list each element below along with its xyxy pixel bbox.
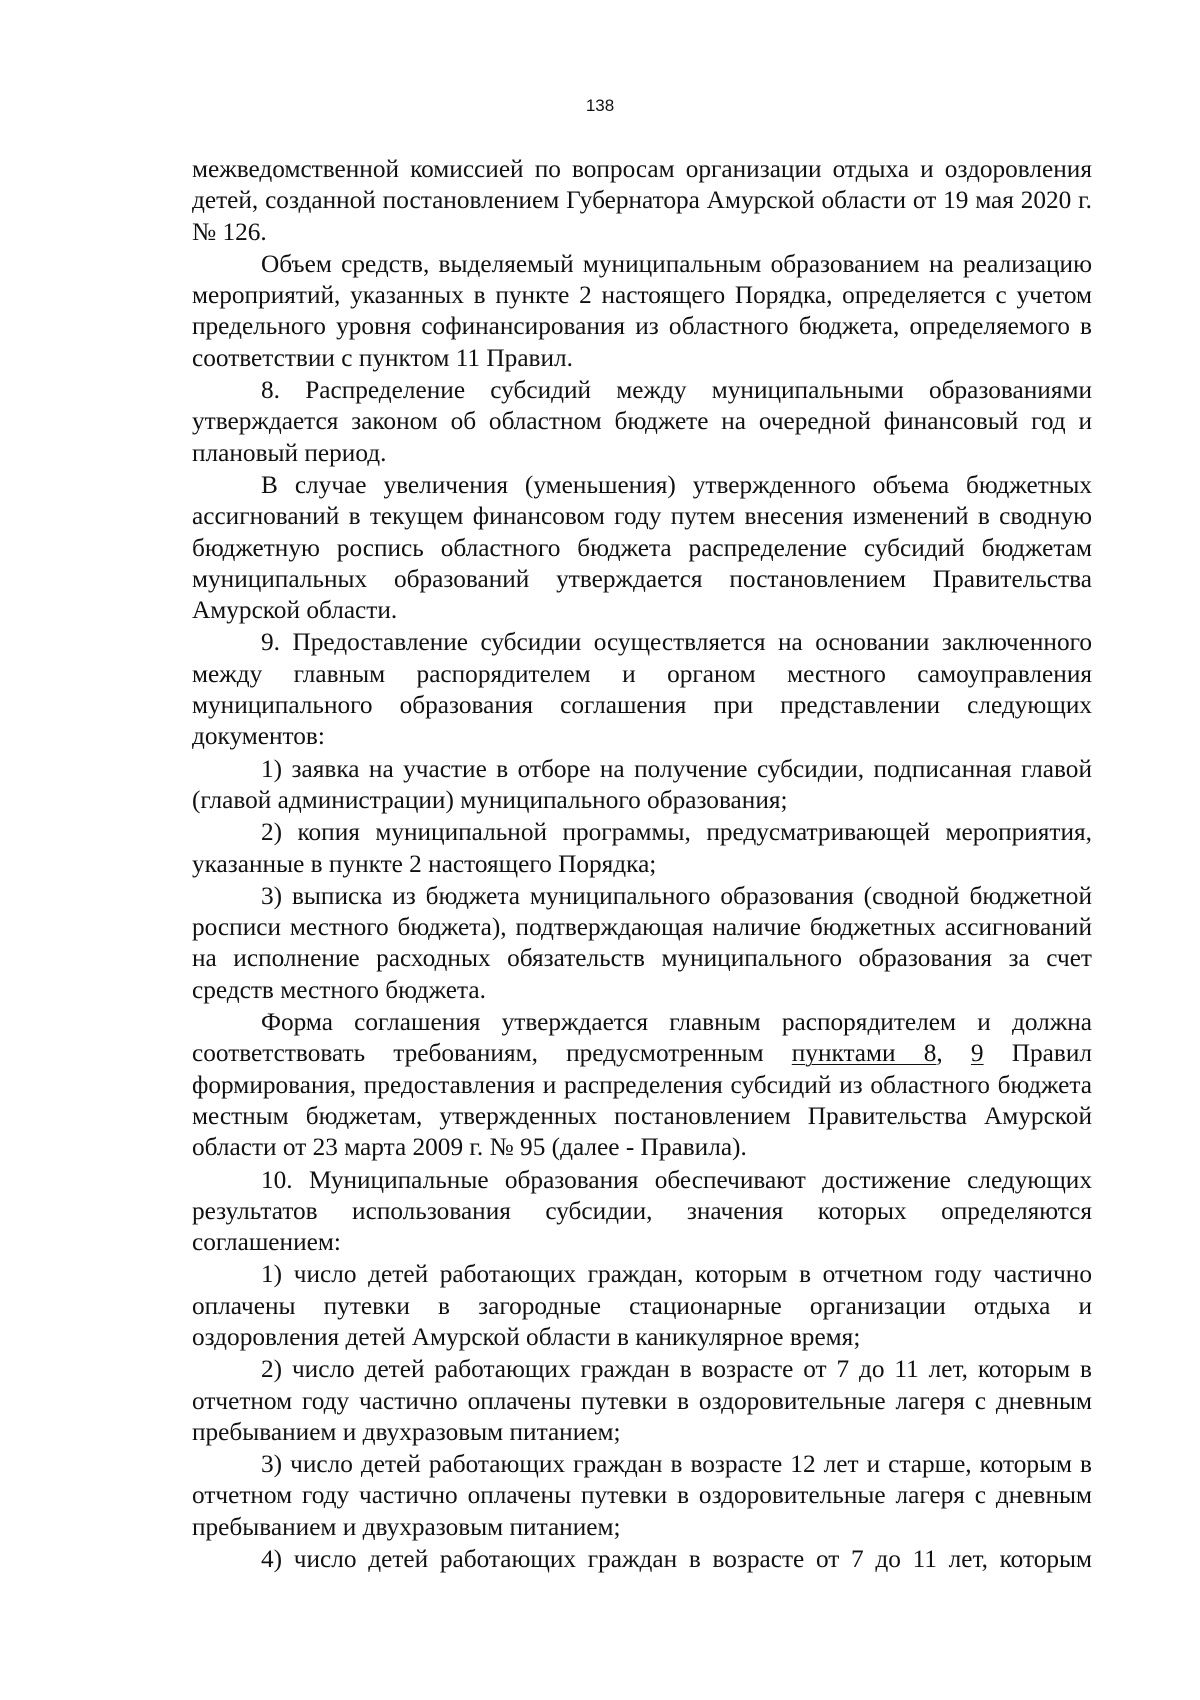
document-body <box>192 154 1092 1576</box>
link-separator: , <box>936 1039 971 1068</box>
result-item-1: 1) число детей работающих граждан, которым в отчетном году частично оплачены путевки в загородные стационарные организации отдыха и оздоровления детей Амурской области в каникулярное время; <box>192 1260 1092 1351</box>
paragraph-funding-volume: Объем средств, выделяемый муниципальным образованием на реализацию мероприятий, указанных в пункте 2 настоящего Порядка, определяется с учетом предельного уровня софинансирования из областного бюджета, определяемого в соответствии с пунктом 11 Правил. <box>192 249 1092 372</box>
agreement-form-text-start: Форма соглашения утверждается главным распорядителем и должна соответствовать требованиям, предусмотренным <box>192 1008 1092 1068</box>
agreement-form-text-end: Правил формирования, предоставления и распределения субсидий из областного бюджета местным бюджетам, утвержденных постановлением Правительства Амурской области от 23 марта 2009 г. № 95 (далее - Правила). <box>192 1039 1093 1162</box>
list-item-budget-extract: 3) выписка из бюджета муниципального образования (сводной бюджетной росписи местного бюджета), подтверждающая наличие бюджетных ассигнований на исполнение расходных обязательств муниципального образования за счет средств местного бюджета. <box>192 881 1092 1004</box>
page-number: 138 <box>585 96 615 115</box>
result-item-4: 4) число детей работающих граждан в возрасте от 7 до 11 лет, которым <box>261 1545 1092 1574</box>
paragraph-continuation: межведомственной комиссией по вопросам организации отдыха и оздоровления детей, созданной постановлением Губернатора Амурской области от 19 мая 2020 г. № 126. <box>192 155 1092 246</box>
paragraph-agreement-form <box>192 1007 1092 1163</box>
result-item-3: 3) число детей работающих граждан в возрасте 12 лет и старше, которым в отчетном году частично оплачены путевки в оздоровительные лагеря с дневным пребыванием и двухразовым питанием; <box>192 1450 1092 1541</box>
list-item-program-copy: 2) копия муниципальной программы, предусматривающей мероприятия, указанные в пункте 2 настоящего Порядка; <box>192 818 1092 878</box>
list-item-application: 1) заявка на участие в отборе на получение субсидии, подписанная главой (главой администрации) муниципального образования; <box>192 754 1092 814</box>
link-items-8[interactable]: пунктами 8 <box>791 1039 937 1068</box>
paragraph-item-9: 9. Предоставление субсидии осуществляется на основании заключенного между главным распорядителем и органом местного самоуправления муниципального образования соглашения при представлении следующих документов: <box>192 628 1092 751</box>
link-item-9[interactable]: 9 <box>970 1039 984 1068</box>
paragraph-item-8: 8. Распределение субсидий между муниципальными образованиями утверждается законом об областном бюджете на очередной финансовый год и плановый период. <box>192 376 1092 467</box>
paragraph-budget-change: В случае увеличения (уменьшения) утвержденного объема бюджетных ассигнований в текущем финансовом году путем внесения изменений в сводную бюджетную роспись областного бюджета распределение субсидий бюджетам муниципальных образований утверждается постановлением Правительства Амурской области. <box>192 470 1092 625</box>
result-item-2: 2) число детей работающих граждан в возрасте от 7 до 11 лет, которым в отчетном году частично оплачены путевки в оздоровительные лагеря с дневным пребыванием и двухразовым питанием; <box>192 1355 1092 1446</box>
paragraph-item-10: 10. Муниципальные образования обеспечивают достижение следующих результатов использования субсидии, значения которых определяются соглашением: <box>192 1165 1092 1257</box>
